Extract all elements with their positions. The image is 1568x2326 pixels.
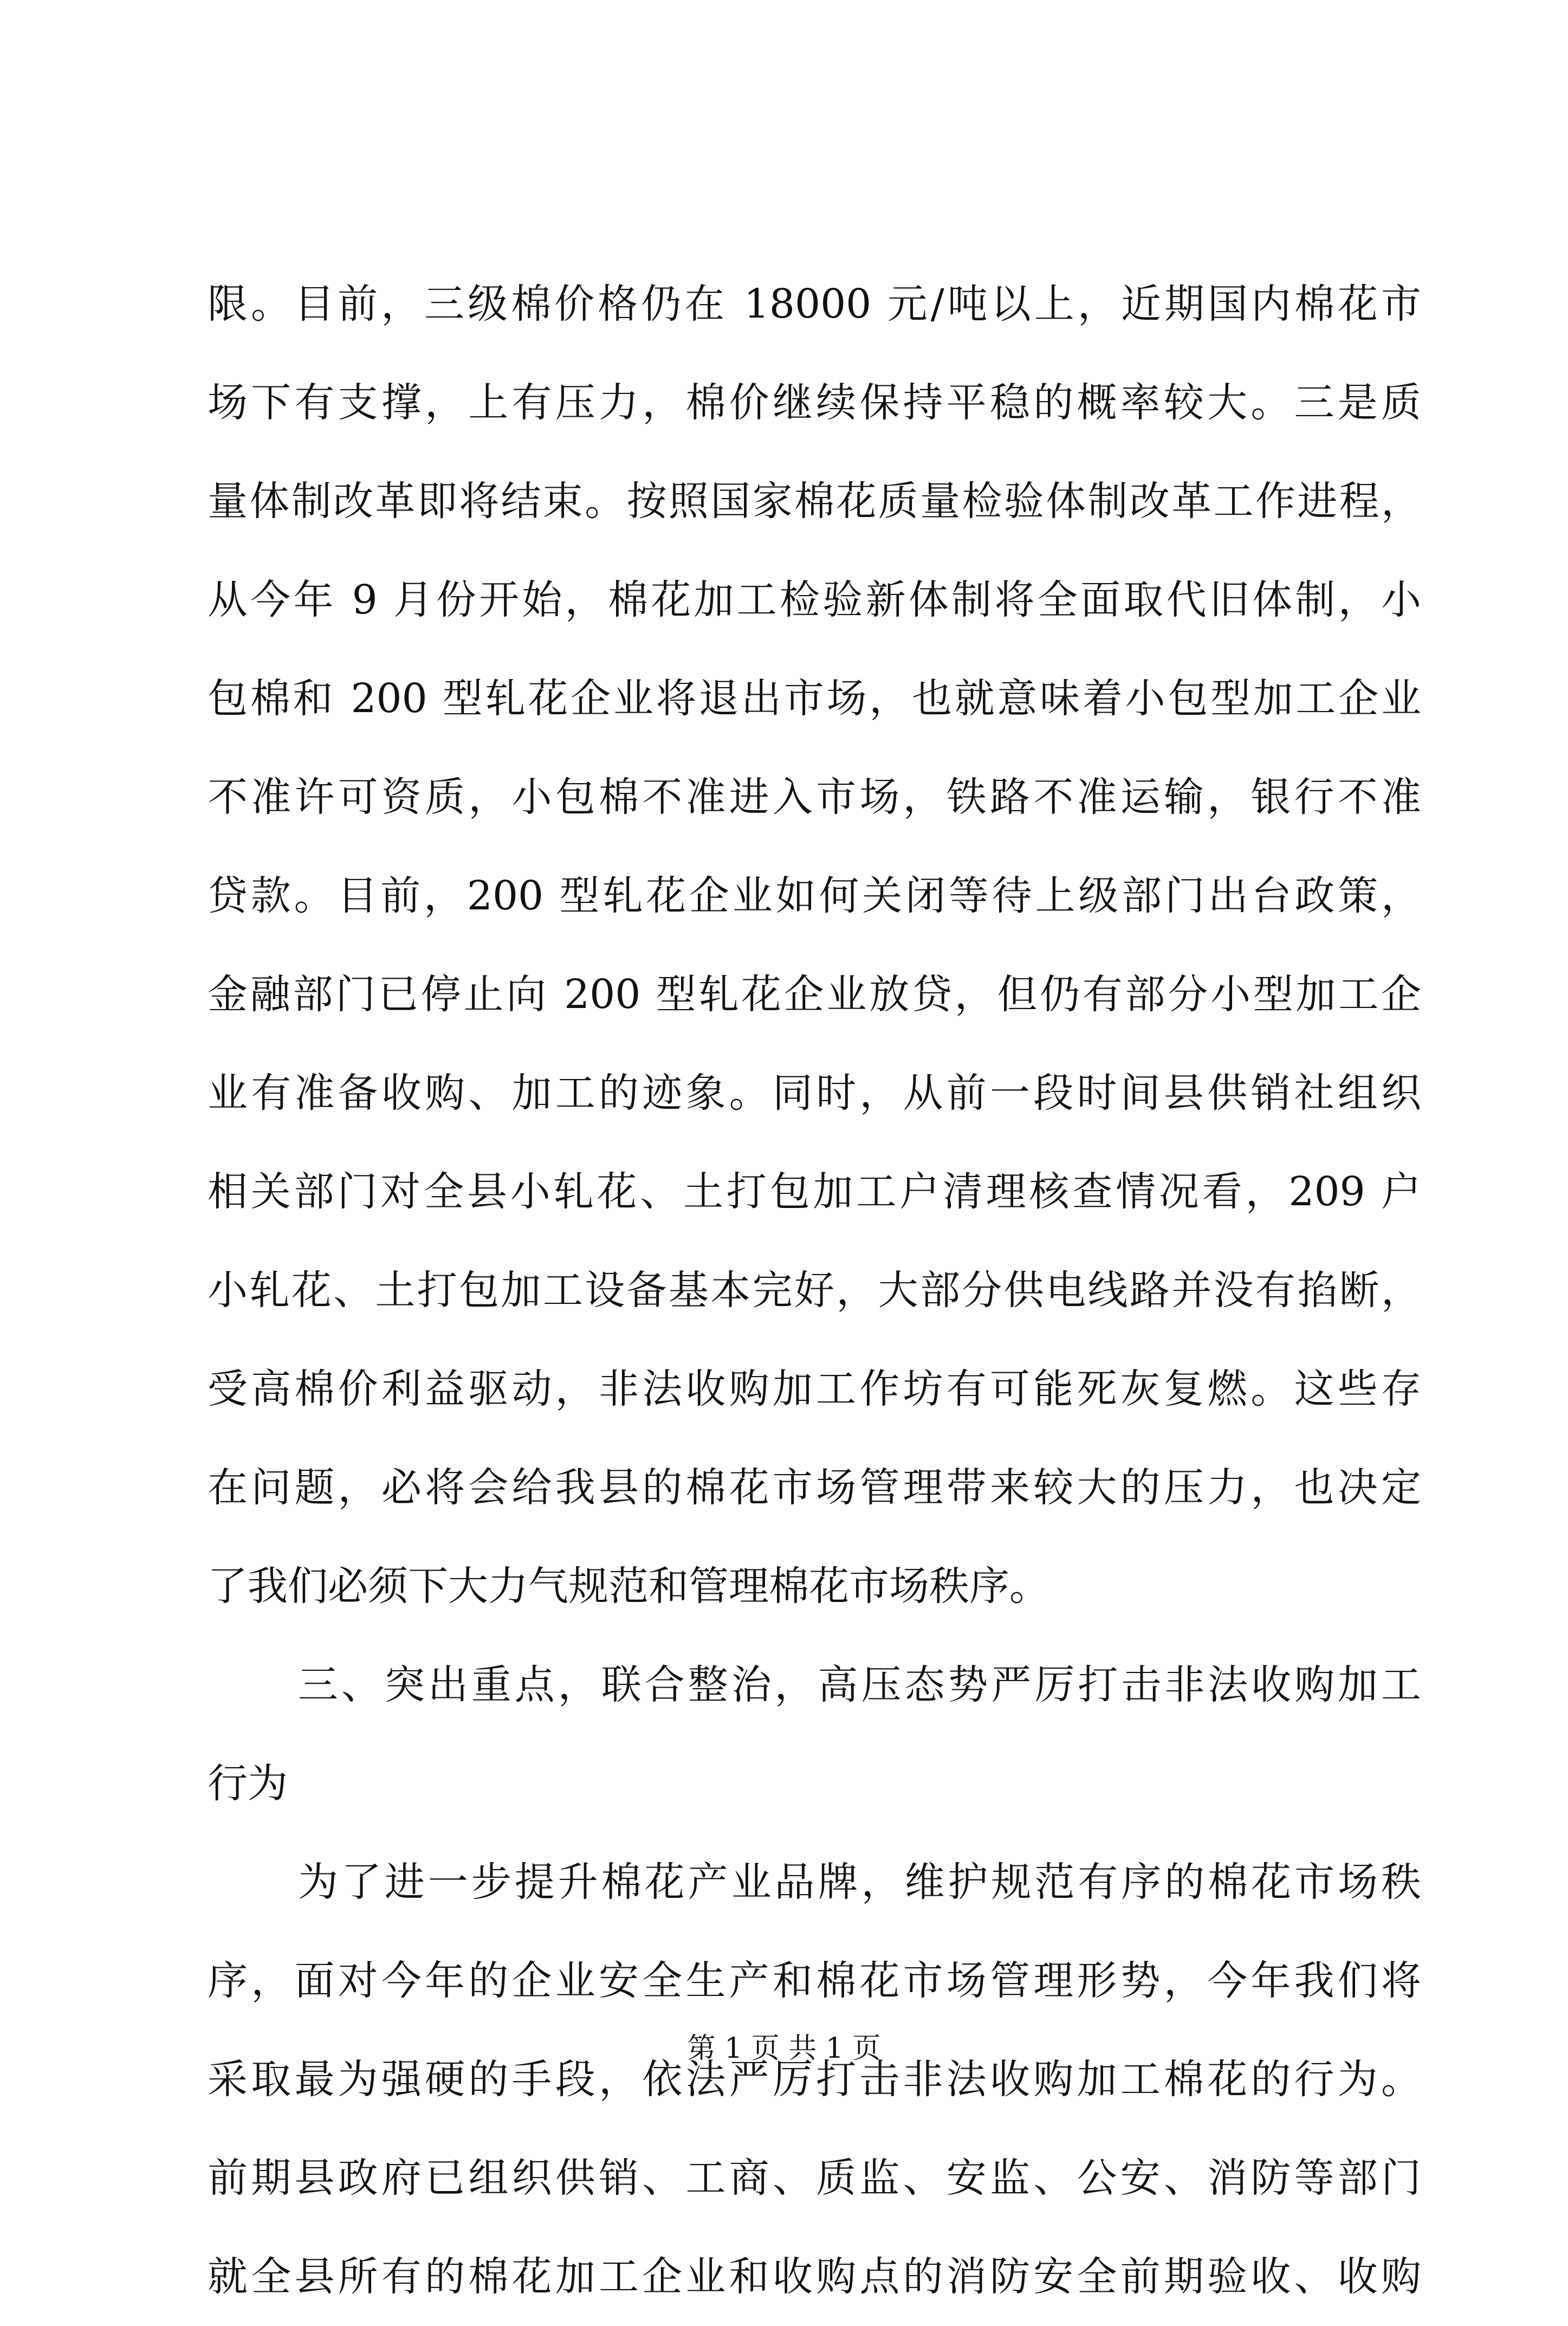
text-line: 了我们必须下大力气规范和管理棉花市场秩序。 bbox=[208, 1563, 1049, 1610]
text-line: 业有准备收购、加工的迹象。同时，从前一段时间县供销社组织 bbox=[208, 1070, 1421, 1116]
document-body bbox=[208, 255, 1421, 2326]
text-line: 序，面对今年的企业安全生产和棉花市场管理形势，今年我们将 bbox=[208, 1957, 1421, 2004]
text-line: 场下有支撑，上有压力，棉价继续保持平稳的概率较大。三是质 bbox=[208, 379, 1421, 426]
text-line: 限。目前，三级棉价格仍在 18000 元/吨以上，近期国内棉花市 bbox=[208, 281, 1421, 327]
text-line: 包棉和 200 型轧花企业将退出市场，也就意味着小包型加工企业 bbox=[208, 675, 1421, 722]
page-footer: 第 1 页 共 1 页 bbox=[687, 2032, 881, 2065]
text-line: 相关部门对全县小轧花、土打包加工户清理核查情况看，209 户 bbox=[208, 1168, 1421, 1215]
text-line: 贷款。目前，200 型轧花企业如何关闭等待上级部门出台政策， bbox=[208, 873, 1421, 919]
text-line: 金融部门已停止向 200 型轧花企业放贷，但仍有部分小型加工企 bbox=[208, 971, 1421, 1018]
text-line: 前期县政府已组织供销、工商、质监、安监、公安、消防等部门 bbox=[208, 2155, 1421, 2201]
text-line: 为了进一步提升棉花产业品牌，维护规范有序的棉花市场秩 bbox=[298, 1859, 1421, 1905]
section-heading-line: 三、突出重点，联合整治，高压态势严厉打击非法收购加工 bbox=[298, 1662, 1421, 1708]
text-line: 量体制改革即将结束。按照国家棉花质量检验体制改革工作进程， bbox=[208, 478, 1421, 525]
text-line: 采取最为强硬的手段，依法严厉打击非法收购加工棉花的行为。 bbox=[208, 2056, 1421, 2103]
section-heading-line: 行为 bbox=[208, 1760, 288, 1807]
text-line: 不准许可资质，小包棉不准进入市场，铁路不准运输，银行不准 bbox=[208, 774, 1421, 820]
text-line: 受高棉价利益驱动，非法收购加工作坊有可能死灰复燃。这些存 bbox=[208, 1366, 1421, 1412]
text-line: 在问题，必将会给我县的棉花市场管理带来较大的压力，也决定 bbox=[208, 1464, 1421, 1511]
text-line: 小轧花、土打包加工设备基本完好，大部分供电线路并没有掐断， bbox=[208, 1267, 1421, 1314]
text-line: 从今年 9 月份开始，棉花加工检验新体制将全面取代旧体制，小 bbox=[208, 577, 1421, 623]
text-line: 就全县所有的棉花加工企业和收购点的消防安全前期验收、收购 bbox=[208, 2253, 1421, 2300]
